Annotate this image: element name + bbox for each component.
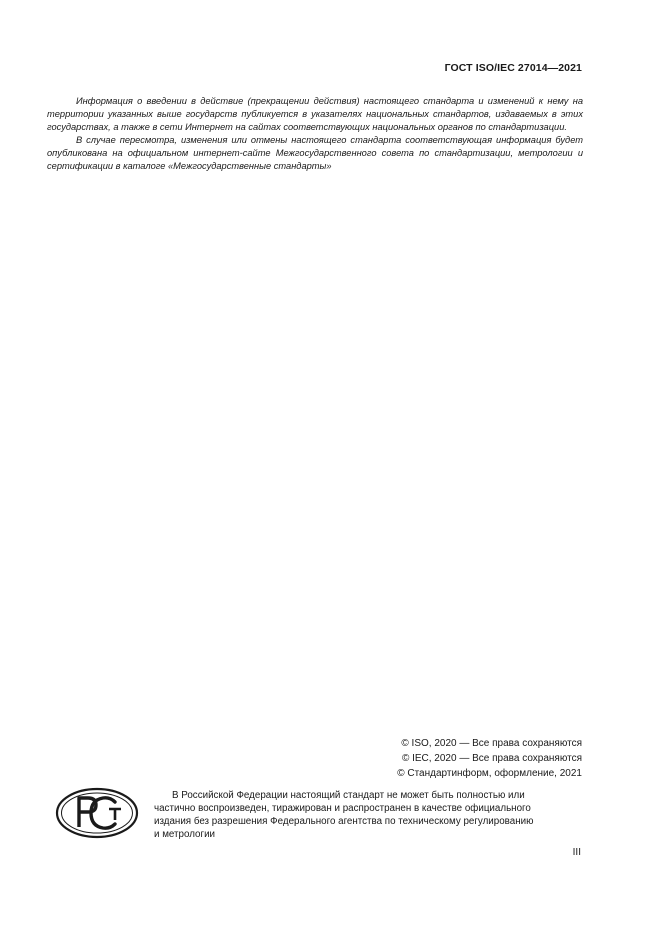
copyright-block	[397, 736, 582, 781]
copyright-standartinform: © Стандартинформ, оформление, 2021	[397, 768, 582, 779]
rf-notice-line-2: частично воспроизведен, тиражирован и распространен в качестве официального	[154, 803, 531, 814]
rf-notice-line-3: издания без разрешения Федерального агентства по техническому регулированию	[154, 816, 534, 827]
copyright-iec: © IEC, 2020 — Все права сохраняются	[401, 753, 582, 764]
gost-r-certification-mark-icon	[55, 787, 139, 839]
implementation-notice	[47, 95, 583, 173]
rf-notice-line-1: В Российской Федерации настоящий стандарт не может быть полностью или	[172, 790, 525, 801]
standard-code-header: ГОСТ ISO/IEC 27014—2021	[444, 62, 582, 74]
copyright-iso: © ISO, 2020 — Все права сохраняются	[401, 738, 582, 749]
page-number: III	[572, 847, 581, 858]
rf-notice-line-4: и метрологии	[154, 829, 216, 840]
russian-federation-notice	[154, 789, 586, 841]
notice-paragraph-2: В случае пересмотра, изменения или отмены настоящего стандарта соответствующая информация будет опубликована на официальном интернет-сайте Межгосударственного совета по стандартизации, метрологии и сертификации в каталоге «Межгосударственные стандарты»	[47, 135, 583, 171]
notice-paragraph-1: Информация о введении в действие (прекращении действия) настоящего стандарта и изменений к нему на территории указанных выше государств публикуется в указателях национальных стандартов, издаваемых в этих государствах, а также в сети Интернет на сайтах соответствующих национальных органов по стандартизации.	[47, 96, 583, 132]
